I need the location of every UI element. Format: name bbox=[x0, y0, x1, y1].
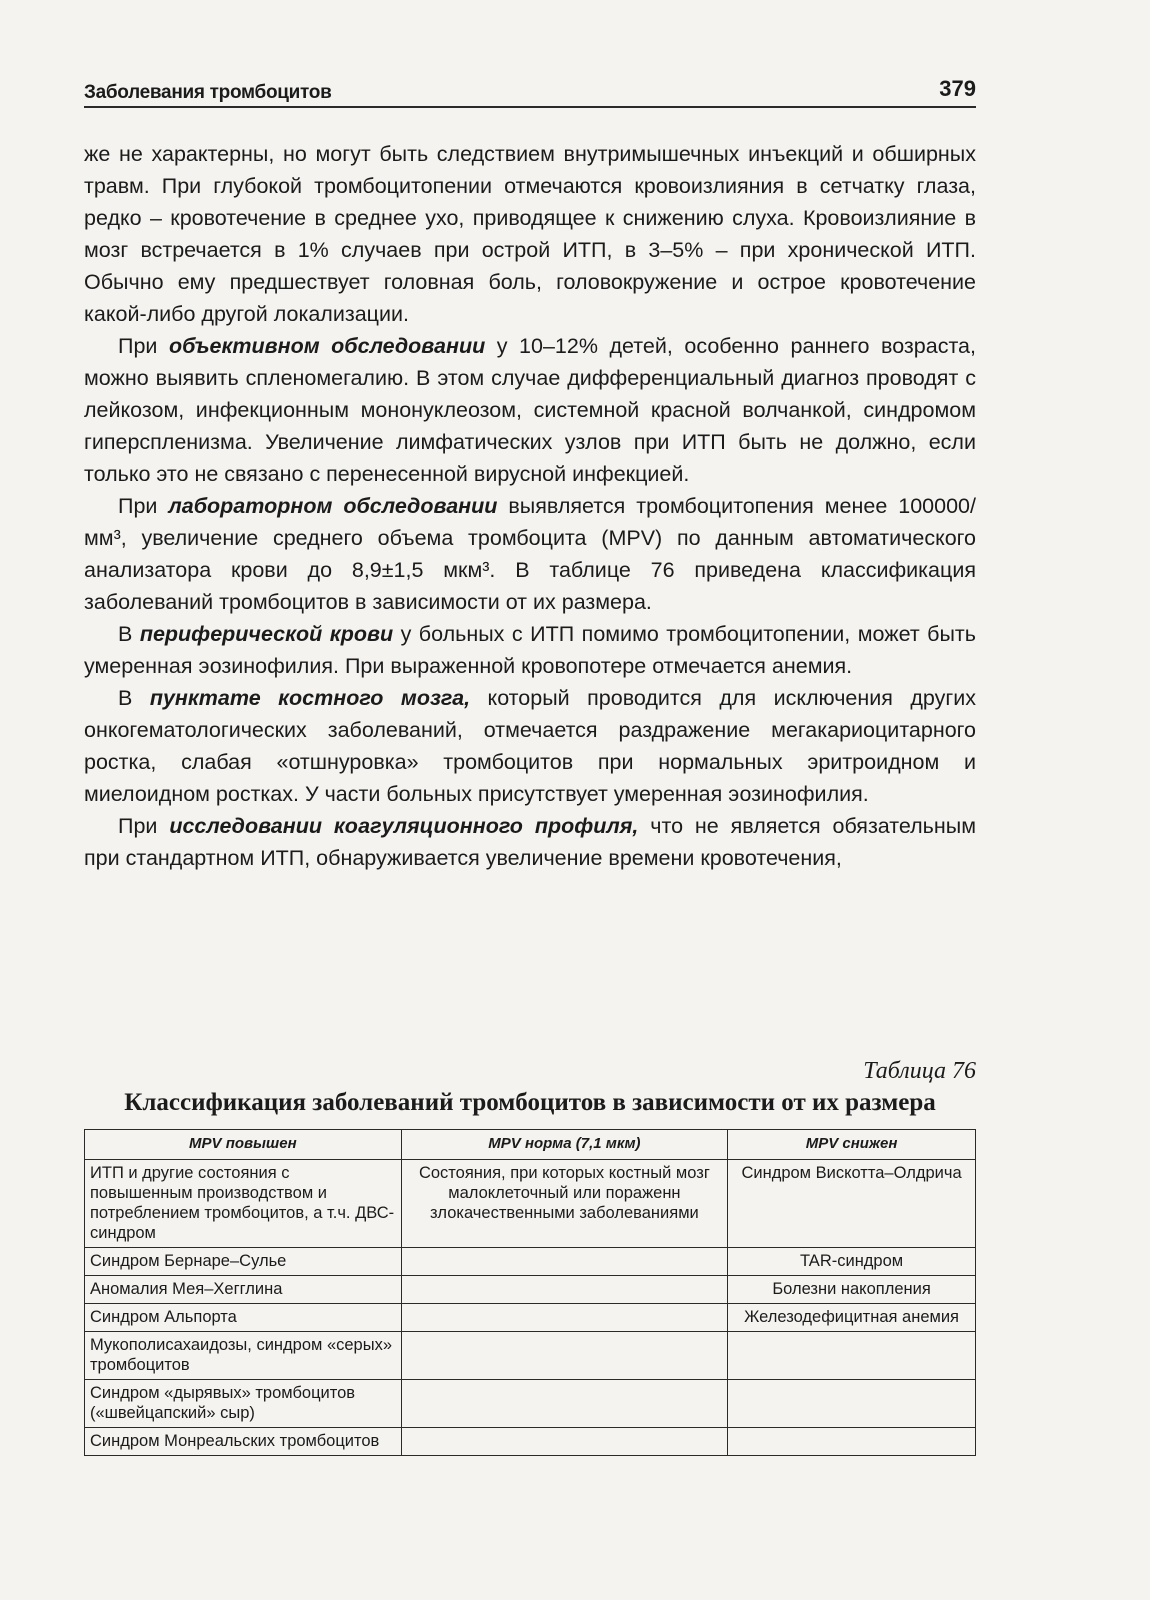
paragraph-4-emphasis: периферической крови bbox=[139, 622, 394, 646]
table-cell: TAR-синдром bbox=[728, 1248, 976, 1276]
running-header bbox=[84, 72, 976, 108]
classification-table bbox=[84, 1129, 976, 1456]
paragraph-4 bbox=[84, 618, 976, 682]
paragraph-6-post: что не является обязательным при стандартном ИТП, обнаруживается увеличение времени кровотечения, bbox=[84, 814, 976, 870]
paragraph-2 bbox=[84, 330, 976, 490]
table-cell bbox=[401, 1380, 727, 1428]
paragraph-5-post: который проводится для исключения других онкогематологических заболеваний, отмечается раздражение мегакариоцитарного ростка, слабая «отшнуровка» тромбоцитов при нормальных эритроидном и миелоидном ростках. У части больных присутствует умеренная эозинофилия. bbox=[84, 686, 976, 806]
table-cell: Состояния, при которых костный мозг малоклеточный или пораженн злокачественными заболеваниями bbox=[401, 1160, 727, 1248]
table-cell: Синдром Вискотта–Олдрича bbox=[728, 1160, 976, 1248]
page-number: 379 bbox=[939, 76, 976, 101]
table-cell: Аномалия Мея–Хегглина bbox=[85, 1276, 402, 1304]
table-cell bbox=[401, 1248, 727, 1276]
table-cell: Синдром Бернаре–Сулье bbox=[85, 1248, 402, 1276]
table-cell bbox=[728, 1428, 976, 1456]
paragraph-5-emphasis: пунктате костного мозга, bbox=[149, 686, 471, 710]
table-row bbox=[85, 1380, 976, 1428]
table-cell: Синдром «дырявых» тромбоцитов («швейцапский» сыр) bbox=[85, 1380, 402, 1428]
table-row bbox=[85, 1332, 976, 1380]
paragraph-2-pre: При bbox=[118, 334, 169, 358]
table-row bbox=[85, 1428, 976, 1456]
table-cell: Синдром Альпорта bbox=[85, 1304, 402, 1332]
table-cell: Синдром Монреальских тромбоцитов bbox=[85, 1428, 402, 1456]
paragraph-2-post: у 10–12% детей, особенно раннего возраста, можно выявить спленомегалию. В этом случае дифференциальный диагноз проводят с лейкозом, инфекционным мононуклеозом, системной красной волчанкой, синдромом гиперспленизма. Увеличение лимфатических узлов при ИТП быть не должно, если только это не связано с перенесенной вирусной инфекцией. bbox=[84, 334, 976, 486]
paragraph-6-pre: При bbox=[118, 814, 170, 838]
table-cell bbox=[401, 1276, 727, 1304]
table-cell bbox=[401, 1428, 727, 1456]
table-row bbox=[85, 1304, 976, 1332]
paragraph-3-pre: При bbox=[118, 494, 169, 518]
table-cell: Болезни накопления bbox=[728, 1276, 976, 1304]
paragraph-6 bbox=[84, 810, 976, 874]
paragraph-5-pre: В bbox=[118, 686, 150, 710]
paragraph-1-text: же не характерны, но могут быть следствием внутримышечных инъекций и обширных травм. При глубокой тромбоцитопении отмечаются кровоизлияния в сетчатку глаза, редко – кровотечение в среднее ухо, приводящее к снижению слуха. Кровоизлияние в мозг встречается в 1% случаев при острой ИТП, в 3–5% – при хронической ИТП. Обычно ему предшествует головная боль, головокружение и острое кровотечение какой-либо другой локализации. bbox=[84, 142, 976, 326]
table-cell: ИТП и другие состояния с повышенным производством и потреблением тромбоцитов, а т.ч. ДВС-синдром bbox=[85, 1160, 402, 1248]
header-mpv-normal: MPV норма (7,1 мкм) bbox=[401, 1130, 727, 1160]
paragraph-1 bbox=[84, 138, 976, 330]
table-cell bbox=[401, 1304, 727, 1332]
table-header-row bbox=[85, 1130, 976, 1160]
table-cell bbox=[728, 1332, 976, 1380]
paragraph-4-pre: В bbox=[118, 622, 140, 646]
running-title: Заболевания тромбоцитов bbox=[84, 82, 332, 103]
table-row bbox=[85, 1276, 976, 1304]
table-cell bbox=[728, 1380, 976, 1428]
paragraph-2-emphasis: объективном обследовании bbox=[168, 334, 486, 358]
paragraph-5 bbox=[84, 682, 976, 810]
table-caption: Таблица 76 bbox=[863, 1058, 976, 1084]
table-cell: Мукополисахаидозы, синдром «серых» тромбоцитов bbox=[85, 1332, 402, 1380]
table-cell: Железодефицитная анемия bbox=[728, 1304, 976, 1332]
table-row bbox=[85, 1248, 976, 1276]
header-mpv-low: MPV снижен bbox=[728, 1130, 976, 1160]
body-text bbox=[84, 138, 976, 874]
table-title: Классификация заболеваний тромбоцитов в зависимости от их размера bbox=[124, 1089, 936, 1116]
header-mpv-high: MPV повышен bbox=[85, 1130, 402, 1160]
paragraph-4-post: у больных с ИТП помимо тромбоцитопении, может быть умеренная эозинофилия. При выраженной кровопотере отмечается анемия. bbox=[84, 622, 976, 678]
paragraph-6-emphasis: исследовании коагуляционного профиля, bbox=[169, 814, 639, 838]
paragraph-3 bbox=[84, 490, 976, 618]
paragraph-3-emphasis: лабораторном обследовании bbox=[168, 494, 498, 518]
paragraph-3-post: выявляется тромбоцитопения менее 100000/мм³, увеличение среднего объема тромбоцита (MPV) по данным автоматического анализатора крови до 8,9±1,5 мкм³. В таблице 76 приведена классификация заболеваний тромбоцитов в зависимости от их размера. bbox=[84, 494, 976, 614]
table-row bbox=[85, 1160, 976, 1248]
table-cell bbox=[401, 1332, 727, 1380]
